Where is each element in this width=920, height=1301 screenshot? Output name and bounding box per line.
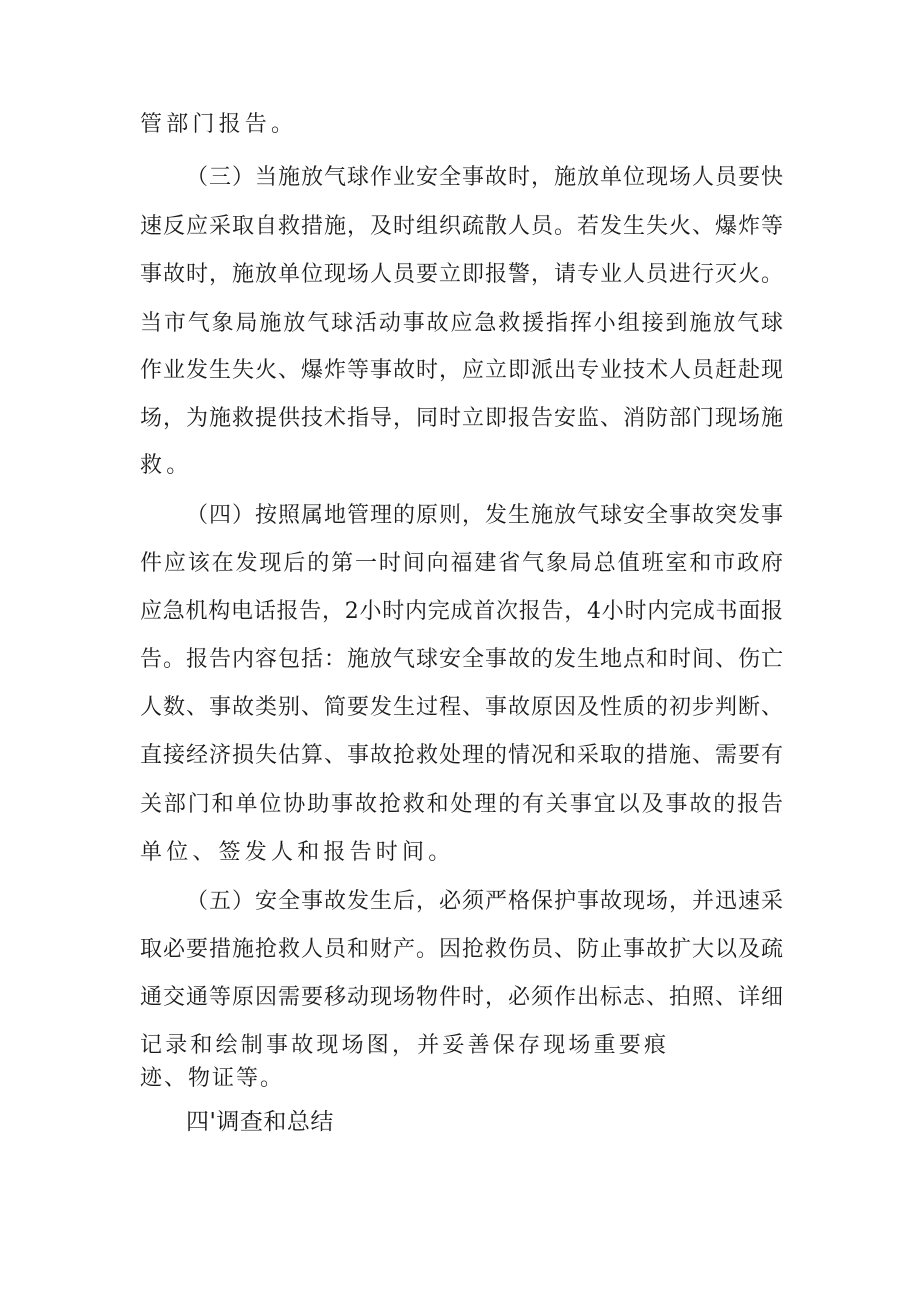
paragraph-line: 救。 bbox=[140, 453, 193, 478]
paragraph-line: 单位、签发人和报告时间。 bbox=[140, 840, 455, 865]
paragraph-line: 取必要措施抢救人员和财产。因抢救伤员、防止事故扩大以及疏 bbox=[140, 937, 783, 962]
paragraph-line: 速反应采取自救措施，及时组织疏散人员。若发生失火、爆炸等 bbox=[140, 214, 783, 239]
paragraph-line: 管部门报告。 bbox=[140, 112, 298, 137]
section-heading: 四'调查和总结 bbox=[186, 1109, 334, 1135]
paragraph-line: （四）按照属地管理的原则，发生施放气球安全事故突发事 bbox=[186, 503, 783, 528]
paragraph-line: 人数、事故类别、简要发生过程、事故原因及性质的初步判断、 bbox=[140, 695, 783, 720]
paragraph-line: 当市气象局施放气球活动事故应急救援指挥小组接到施放气球 bbox=[140, 311, 783, 336]
paragraph-line: 事故时，施放单位现场人员要立即报警，请专业人员进行灭火。 bbox=[140, 262, 783, 287]
paragraph-line: 记录和绘制事故现场图，并妥善保存现场重要痕 bbox=[140, 1033, 670, 1058]
paragraph-line: 迹、物证等。 bbox=[140, 1066, 285, 1091]
paragraph-line: 件应该在发现后的第一时间向福建省气象局总值班室和市政府 bbox=[140, 551, 783, 576]
paragraph-line: 关部门和单位协助事故抢救和处理的有关事宜以及事故的报告 bbox=[140, 792, 783, 817]
paragraph-line: 场，为施救提供技术指导，同时立即报告安监、消防部门现场施 bbox=[140, 406, 783, 431]
paragraph-line: （三）当施放气球作业安全事故时，施放单位现场人员要快 bbox=[186, 165, 783, 190]
paragraph-line: 告。报告内容包括：施放气球安全事故的发生地点和时间、伤亡 bbox=[140, 647, 783, 672]
paragraph-line: 作业发生失火、爆炸等事故时，应立即派出专业技术人员赶赴现 bbox=[140, 358, 783, 383]
paragraph-line: （五）安全事故发生后，必须严格保护事故现场，并迅速采 bbox=[186, 889, 783, 914]
paragraph-line: 应急机构电话报告，2小时内完成首次报告，4小时内完成书面报 bbox=[140, 599, 783, 624]
paragraph-line: 直接经济损失估算、事故抢救处理的情况和采取的措施、需要有 bbox=[140, 743, 783, 768]
paragraph-line: 通交通等原因需要移动现场物件时，必须作出标志、拍照、详细 bbox=[140, 985, 783, 1010]
